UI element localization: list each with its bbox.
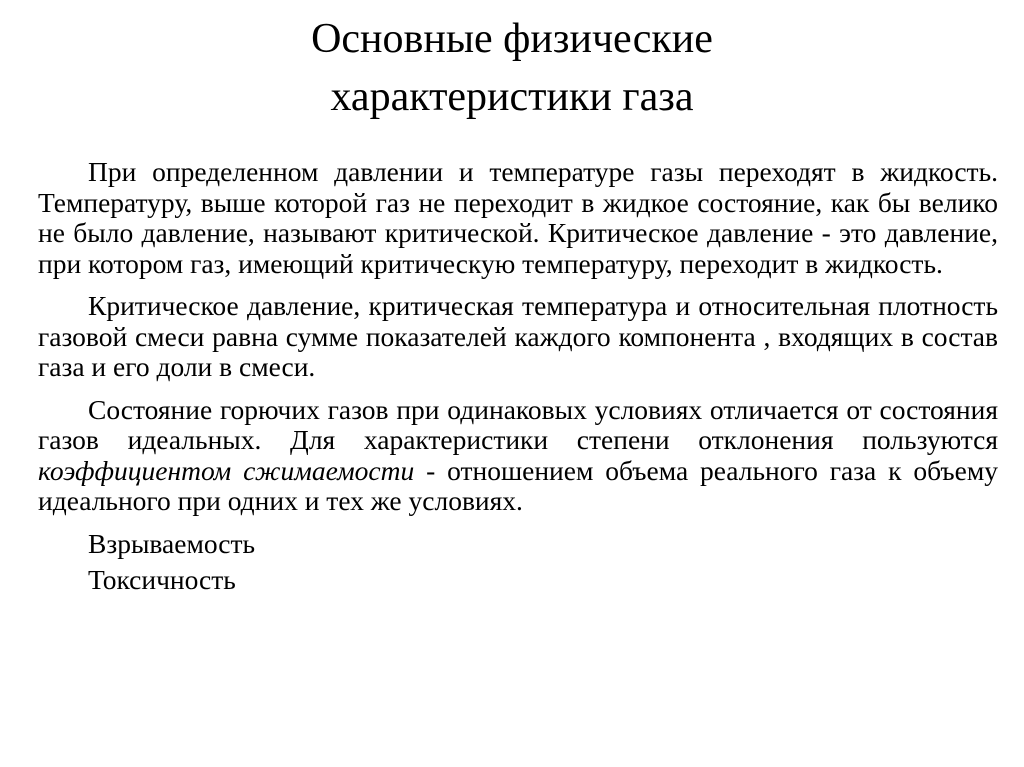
paragraph-compressibility-text-before: Состояние горючих газов при одинаковых условиях отличается от состояния газов идеальных. Для характеристики степени отклонения пользуются — [38, 393, 998, 455]
slide-title — [0, 10, 1024, 126]
list-item-toxicity: Токсичность — [88, 564, 236, 595]
paragraph-compressibility-text-after: - отношением объема реального газа к объему идеального при одних и тех же условиях. — [38, 454, 998, 516]
title-line-1: Основные физические — [311, 16, 713, 62]
title-line-2: характеристики газа — [330, 74, 694, 120]
paragraph-compressibility — [38, 395, 998, 517]
paragraph-critical-parameters: При определенном давлении и температуре газы переходят в жидкость. Температуру, выше которой газ не переходит в жидкое состояние, как бы велико не было давление, называют критической. Критическое давление - это давление, при котором газ, имеющий критическую температуру, переходит в жидкость. — [38, 156, 998, 279]
paragraph-gas-mixture: Критическое давление, критическая температура и относительная плотность газовой смеси равна сумме показателей каждого компонента , входящих в состав газа и его доли в смеси. — [38, 290, 998, 382]
slide-body — [38, 157, 998, 602]
list-item-explosiveness: Взрываемость — [88, 527, 256, 559]
compressibility-term: коэффициентом сжимаемости — [38, 454, 415, 486]
